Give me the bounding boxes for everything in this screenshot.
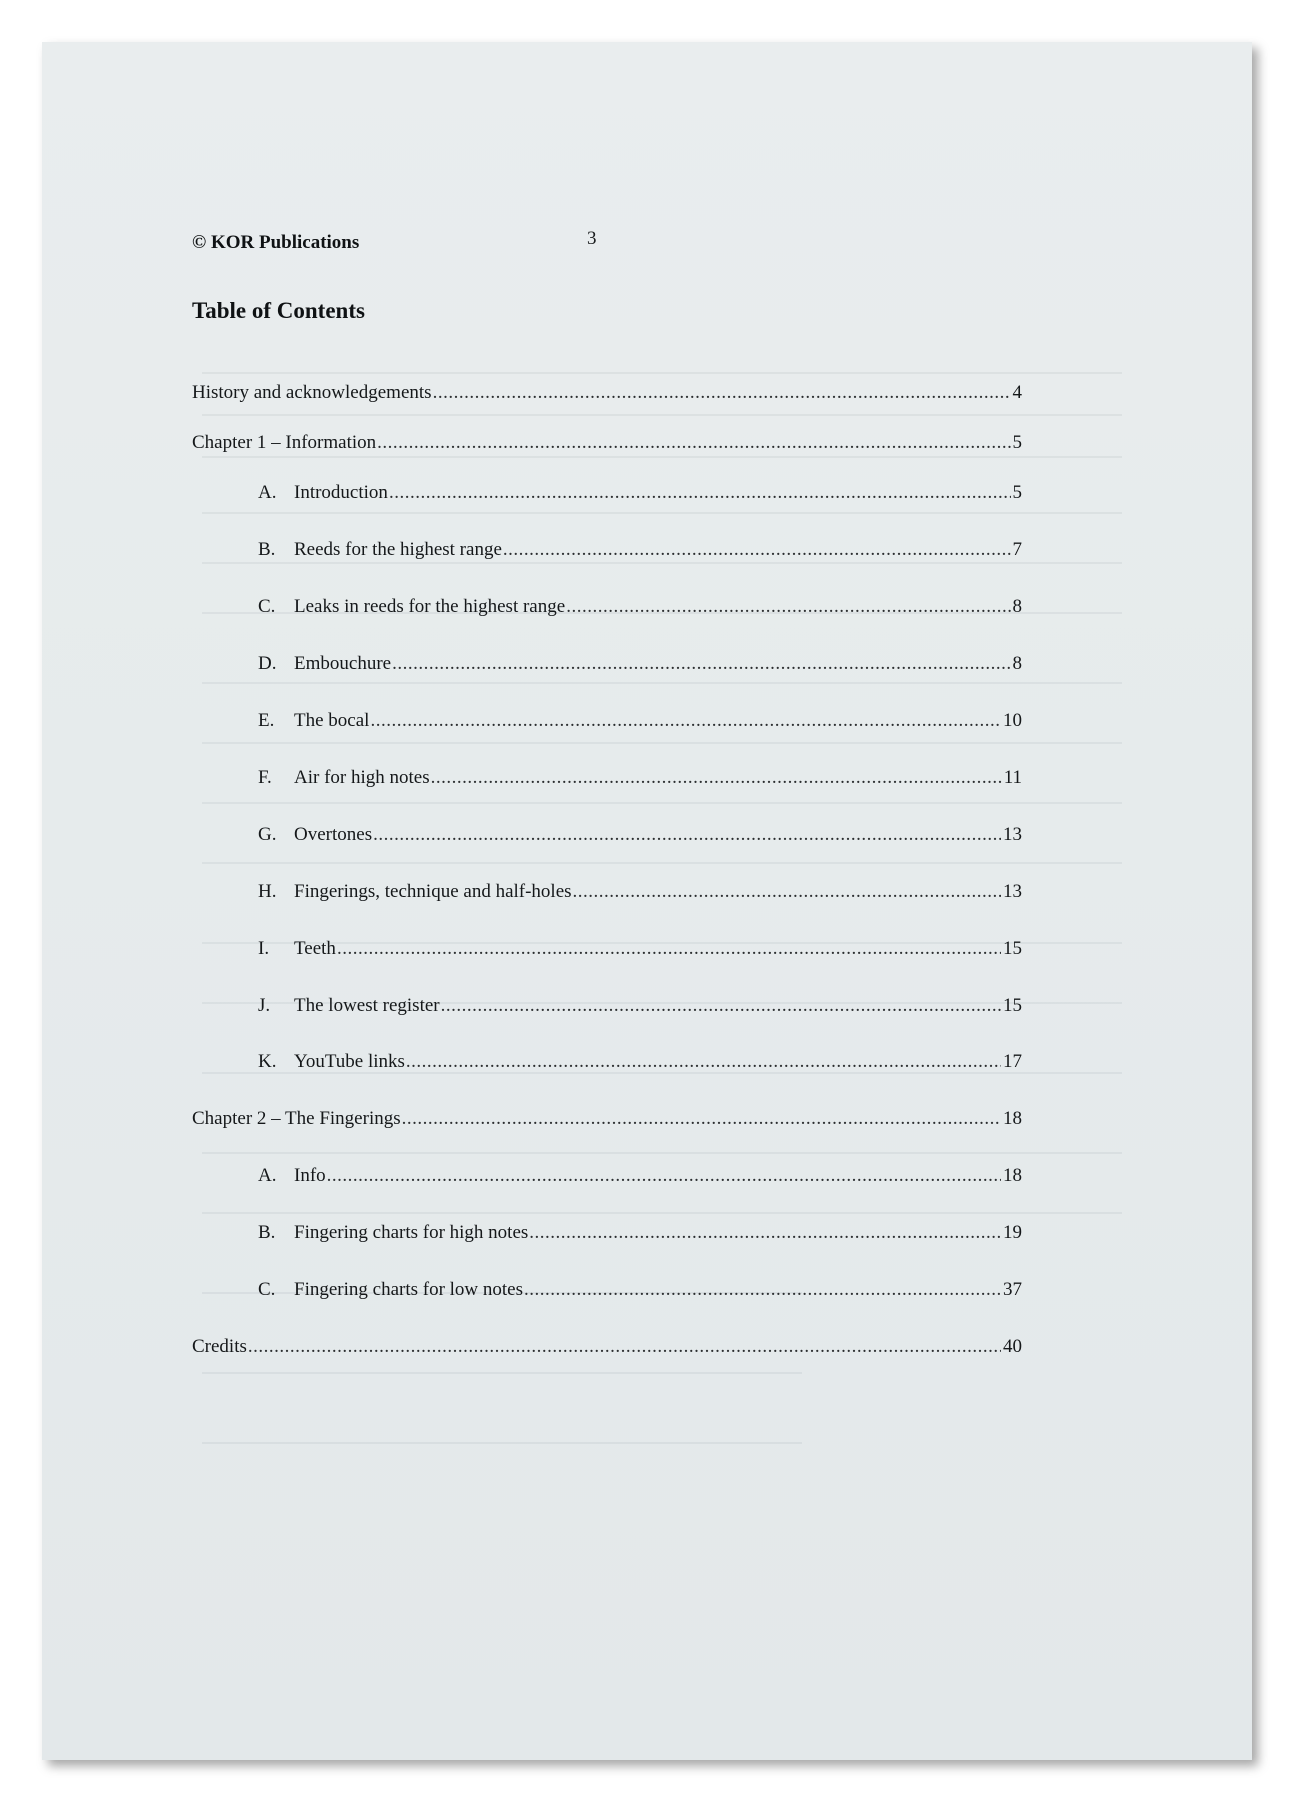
toc-entry-label: Introduction [294,482,388,503]
toc-dot-leader [573,881,1001,903]
toc-entry [192,382,1022,408]
toc-entry-page: 18 [1003,1165,1022,1186]
toc-entry [258,1165,1022,1191]
toc-entry [258,881,1022,907]
toc-entry [258,767,1022,793]
toc-entry-label: The lowest register [294,995,440,1016]
page-number: 3 [587,228,597,249]
toc-dot-leader [433,382,1011,404]
publisher-copyright: © KOR Publications [192,232,360,253]
toc-dot-leader [377,432,1010,454]
toc-entry [192,1336,1022,1362]
toc-entry [258,710,1022,736]
toc-entry-label: Fingerings, technique and half-holes [294,881,572,902]
toc-entry [192,432,1022,458]
toc-entry [258,653,1022,679]
toc-entry-page: 4 [1012,382,1022,403]
toc-dot-leader [327,1165,1001,1187]
toc-entry-page: 13 [1003,824,1022,845]
toc-entry-page: 17 [1003,1051,1022,1072]
toc-entry-letter: F. [258,767,272,788]
document-page [42,42,1252,1760]
toc-entry-page: 5 [1012,432,1022,453]
toc-dot-leader [248,1336,1001,1358]
toc-entry-letter: B. [258,1222,276,1243]
toc-entry-page: 10 [1003,710,1022,731]
toc-dot-leader [431,767,1002,789]
toc-dot-leader [373,824,1001,846]
toc-entry [258,995,1022,1021]
toc-entry [258,482,1022,508]
toc-entry-letter: D. [258,653,277,674]
bleed-through-line [202,414,1122,416]
toc-entry-page: 15 [1003,938,1022,959]
page-header [192,228,1092,262]
toc-entry-page: 7 [1012,539,1022,560]
toc-dot-leader [503,539,1011,561]
toc-entry-letter: A. [258,482,277,503]
toc-entry-label: Air for high notes [294,767,430,788]
toc-entry-label: Leaks in reeds for the highest range [294,596,566,617]
toc-entry-letter: J. [258,995,271,1016]
bleed-through-line [202,682,1122,684]
bleed-through-line [202,742,1122,744]
toc-entry-page: 19 [1003,1222,1022,1243]
toc-entry-letter: C. [258,1279,276,1300]
toc-entry [258,1279,1022,1305]
toc-title: Table of Contents [192,298,365,323]
bleed-through-line [202,372,1122,374]
toc-entry-label: The bocal [294,710,370,731]
bleed-through-line [202,1372,802,1374]
toc-entry-page: 40 [1003,1336,1022,1357]
toc-entry-label: Fingering charts for high notes [294,1222,529,1243]
toc-entry-page: 37 [1003,1279,1022,1300]
toc-dot-leader [370,710,1001,732]
bleed-through-line [202,802,1122,804]
toc-entry-label: Embouchure [294,653,392,674]
toc-entry-letter: G. [258,824,277,845]
bleed-through-line [202,512,1122,514]
toc-entry [258,1222,1022,1248]
toc-entry [258,1051,1022,1077]
toc-entry-label: Credits [192,1336,247,1357]
toc-dot-leader [524,1279,1001,1301]
toc-entry-label: Reeds for the highest range [294,539,502,560]
bleed-through-line [202,862,1122,864]
toc-entry-page: 11 [1003,767,1022,788]
bleed-through-line [202,1152,1122,1154]
toc-entry-label: Chapter 1 – Information [192,432,377,453]
toc-entry-label: Fingering charts for low notes [294,1279,524,1300]
toc-entry-page: 13 [1003,881,1022,902]
toc-entry-label: Overtones [294,824,373,845]
toc-entry-letter: E. [258,710,275,731]
toc-entry-label: Teeth [294,938,336,959]
toc-dot-leader [337,938,1001,960]
toc-entry-label: YouTube links [294,1051,405,1072]
toc-dot-leader [389,482,1011,504]
toc-entry-page: 8 [1012,596,1022,617]
toc-dot-leader [529,1222,1001,1244]
toc-entry-label: Chapter 2 – The Fingerings [192,1108,401,1129]
toc-entry-page: 15 [1003,995,1022,1016]
toc-entry-letter: I. [258,938,270,959]
toc-dot-leader [566,596,1010,618]
bleed-through-line [202,1442,802,1444]
toc-entry-letter: A. [258,1165,277,1186]
toc-entry-page: 18 [1003,1108,1022,1129]
toc-dot-leader [392,653,1010,675]
toc-entry [258,539,1022,565]
toc-entry-label: Info [294,1165,326,1186]
toc-dot-leader [406,1051,1001,1073]
toc-entry-page: 8 [1012,653,1022,674]
toc-dot-leader [402,1108,1001,1130]
toc-entry [258,938,1022,964]
toc-entry-letter: B. [258,539,276,560]
toc-entry-page: 5 [1012,482,1022,503]
toc-entry [192,1108,1022,1134]
toc-dot-leader [441,995,1001,1017]
toc-entry [258,824,1022,850]
bleed-through-line [202,1212,1122,1214]
toc-entry-letter: H. [258,881,277,902]
toc-entry-label: History and acknowledgements [192,382,432,403]
toc-entry-letter: C. [258,596,276,617]
toc-entry-letter: K. [258,1051,277,1072]
toc-entry [258,596,1022,622]
